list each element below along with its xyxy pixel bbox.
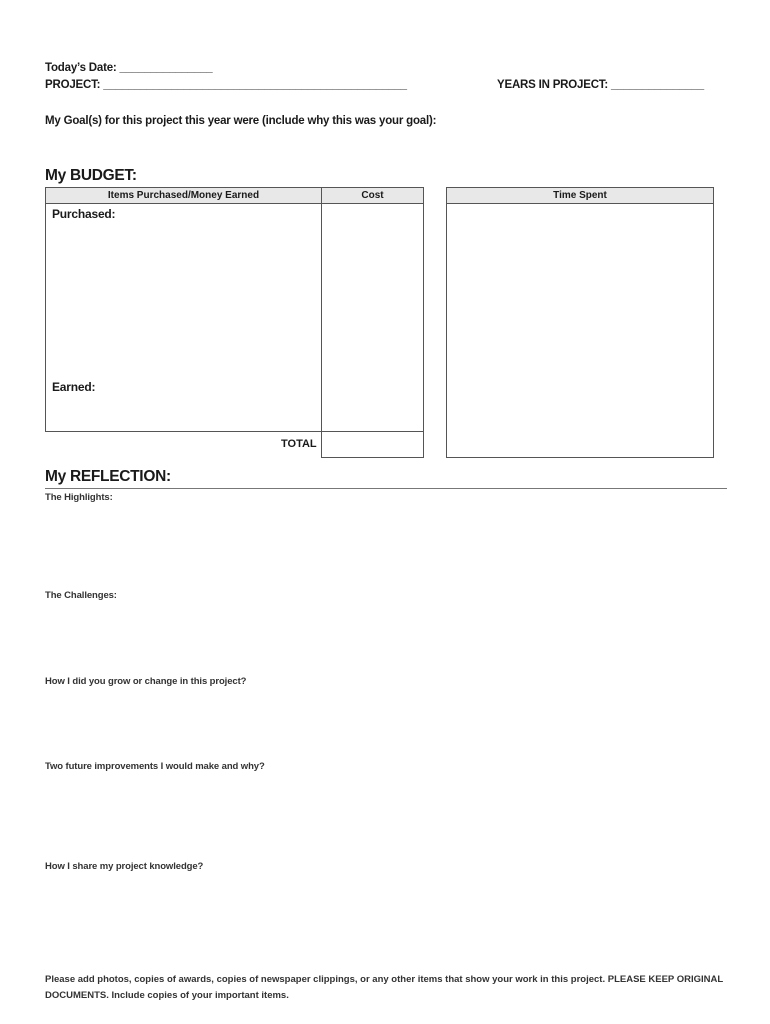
purchased-label: Purchased: [52, 207, 116, 221]
project-line [45, 79, 407, 91]
time-spent-cell[interactable] [446, 203, 714, 458]
share-prompt: How I share my project knowledge? [45, 861, 204, 872]
challenges-prompt: The Challenges: [45, 590, 117, 601]
items-cell[interactable] [45, 203, 322, 432]
grow-prompt: How I did you grow or change in this project? [45, 676, 247, 687]
items-column-header: Items Purchased/Money Earned [45, 187, 322, 204]
cost-column-header: Cost [321, 187, 424, 204]
todays-date-line [45, 62, 212, 74]
total-cost-cell[interactable] [321, 431, 424, 458]
cost-cell[interactable] [321, 203, 424, 432]
time-column-header: Time Spent [446, 187, 714, 204]
highlights-prompt: The Highlights: [45, 492, 113, 503]
budget-title: My BUDGET: [45, 167, 137, 184]
years-line [497, 79, 704, 91]
goals-prompt: My Goal(s) for this project this year were (include why this was your goal): [45, 115, 437, 127]
reflection-divider [45, 488, 727, 489]
todays-date-label: Today’s Date: [45, 62, 117, 74]
total-label: TOTAL [281, 438, 317, 450]
improvements-prompt: Two future improvements I would make and why? [45, 761, 265, 772]
reflection-title: My REFLECTION: [45, 468, 171, 485]
earned-label: Earned: [52, 380, 96, 394]
footer-note: Please add photos, copies of awards, copies of newspaper clippings, or any other items that show your work in this project. PLEASE KEEP ORIGINAL DOCUMENTS. Include copies of your important items. [45, 974, 723, 1001]
years-label: YEARS IN PROJECT: [497, 79, 608, 91]
project-label: PROJECT: [45, 79, 101, 91]
years-blank[interactable]: _______________ [610, 79, 704, 91]
todays-date-blank[interactable]: _______________ [119, 62, 213, 74]
project-blank[interactable]: _________________________________________________ [103, 79, 407, 91]
